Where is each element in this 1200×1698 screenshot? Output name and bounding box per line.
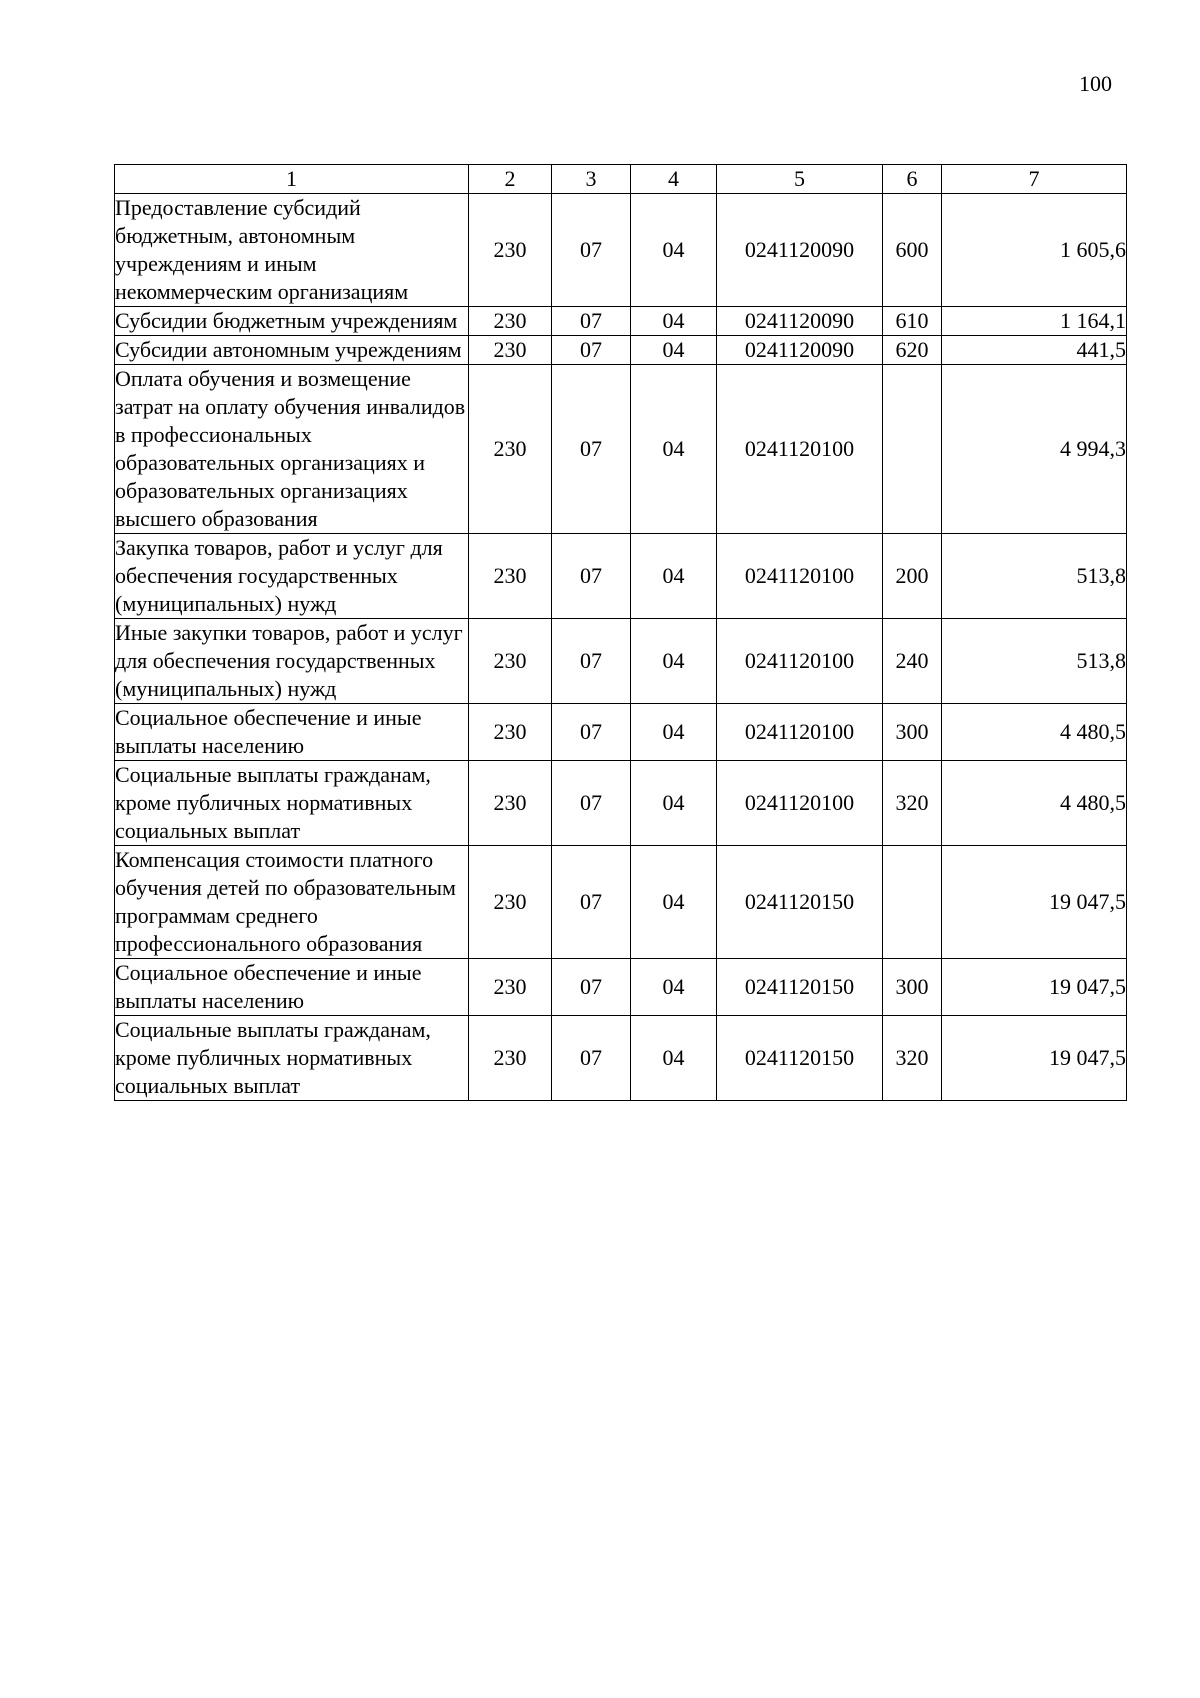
subsection-code-cell: 04 xyxy=(631,194,717,307)
target-article-cell: 0241120100 xyxy=(717,704,883,761)
expense-type-cell: 320 xyxy=(883,761,942,846)
amount-cell: 513,8 xyxy=(942,619,1127,704)
grbs-code-cell: 230 xyxy=(469,194,552,307)
header-row xyxy=(115,165,1127,194)
subsection-code-cell: 04 xyxy=(631,619,717,704)
budget-table xyxy=(114,164,1127,1101)
target-article-cell: 0241120090 xyxy=(717,336,883,365)
target-article-cell: 0241120150 xyxy=(717,959,883,1016)
table-row xyxy=(115,846,1127,959)
subsection-code-cell: 04 xyxy=(631,761,717,846)
subsection-code-cell: 04 xyxy=(631,959,717,1016)
amount-cell: 19 047,5 xyxy=(942,1016,1127,1101)
grbs-code-cell: 230 xyxy=(469,307,552,336)
section-code-cell: 07 xyxy=(552,704,631,761)
target-article-cell: 0241120090 xyxy=(717,307,883,336)
amount-cell: 19 047,5 xyxy=(942,959,1127,1016)
table-row xyxy=(115,307,1127,336)
row-name-cell: Оплата обучения и возмещение затрат на оплату обучения инвалидов в профессиональных образовательных организациях и образовательных организациях высшего образования xyxy=(115,365,469,534)
subsection-code-cell: 04 xyxy=(631,1016,717,1101)
section-code-cell: 07 xyxy=(552,307,631,336)
grbs-code-cell: 230 xyxy=(469,534,552,619)
table-row xyxy=(115,959,1127,1016)
section-code-cell: 07 xyxy=(552,1016,631,1101)
amount-cell: 4 480,5 xyxy=(942,761,1127,846)
row-name-cell: Субсидии автономным учреждениям xyxy=(115,336,469,365)
row-name-cell: Иные закупки товаров, работ и услуг для обеспечения государственных (муниципальных) нужд xyxy=(115,619,469,704)
target-article-cell: 0241120100 xyxy=(717,365,883,534)
table-row xyxy=(115,761,1127,846)
row-name-cell: Субсидии бюджетным учреждениям xyxy=(115,307,469,336)
expense-type-cell: 240 xyxy=(883,619,942,704)
row-name-cell: Закупка товаров, работ и услуг для обеспечения государственных (муниципальных) нужд xyxy=(115,534,469,619)
expense-type-cell xyxy=(883,365,942,534)
amount-cell: 513,8 xyxy=(942,534,1127,619)
grbs-code-cell: 230 xyxy=(469,761,552,846)
target-article-cell: 0241120150 xyxy=(717,846,883,959)
expense-type-cell: 320 xyxy=(883,1016,942,1101)
subsection-code-cell: 04 xyxy=(631,846,717,959)
subsection-code-cell: 04 xyxy=(631,534,717,619)
expense-type-cell: 610 xyxy=(883,307,942,336)
expense-type-cell: 620 xyxy=(883,336,942,365)
table-row xyxy=(115,1016,1127,1101)
grbs-code-cell: 230 xyxy=(469,704,552,761)
amount-cell: 4 994,3 xyxy=(942,365,1127,534)
column-header: 6 xyxy=(883,165,942,194)
section-code-cell: 07 xyxy=(552,959,631,1016)
amount-cell: 4 480,5 xyxy=(942,704,1127,761)
subsection-code-cell: 04 xyxy=(631,704,717,761)
table-row xyxy=(115,194,1127,307)
amount-cell: 441,5 xyxy=(942,336,1127,365)
row-name-cell: Социальное обеспечение и иные выплаты населению xyxy=(115,959,469,1016)
expense-type-cell: 300 xyxy=(883,704,942,761)
column-header: 4 xyxy=(631,165,717,194)
table-row xyxy=(115,619,1127,704)
section-code-cell: 07 xyxy=(552,619,631,704)
column-header: 2 xyxy=(469,165,552,194)
target-article-cell: 0241120150 xyxy=(717,1016,883,1101)
section-code-cell: 07 xyxy=(552,336,631,365)
subsection-code-cell: 04 xyxy=(631,307,717,336)
target-article-cell: 0241120100 xyxy=(717,619,883,704)
grbs-code-cell: 230 xyxy=(469,846,552,959)
table-row xyxy=(115,704,1127,761)
expense-type-cell: 600 xyxy=(883,194,942,307)
section-code-cell: 07 xyxy=(552,365,631,534)
page-number: 100 xyxy=(1079,71,1112,96)
table-row xyxy=(115,336,1127,365)
row-name-cell: Социальные выплаты гражданам, кроме публичных нормативных социальных выплат xyxy=(115,1016,469,1101)
row-name-cell: Социальные выплаты гражданам, кроме публичных нормативных социальных выплат xyxy=(115,761,469,846)
amount-cell: 1 164,1 xyxy=(942,307,1127,336)
grbs-code-cell: 230 xyxy=(469,336,552,365)
column-header: 5 xyxy=(717,165,883,194)
column-header: 3 xyxy=(552,165,631,194)
row-name-cell: Предоставление субсидий бюджетным, автономным учреждениям и иным некоммерческим организациям xyxy=(115,194,469,307)
grbs-code-cell: 230 xyxy=(469,619,552,704)
section-code-cell: 07 xyxy=(552,846,631,959)
grbs-code-cell: 230 xyxy=(469,959,552,1016)
subsection-code-cell: 04 xyxy=(631,365,717,534)
section-code-cell: 07 xyxy=(552,534,631,619)
target-article-cell: 0241120100 xyxy=(717,534,883,619)
expense-type-cell: 200 xyxy=(883,534,942,619)
subsection-code-cell: 04 xyxy=(631,336,717,365)
column-header: 7 xyxy=(942,165,1127,194)
expense-type-cell: 300 xyxy=(883,959,942,1016)
table-row xyxy=(115,534,1127,619)
grbs-code-cell: 230 xyxy=(469,365,552,534)
section-code-cell: 07 xyxy=(552,194,631,307)
target-article-cell: 0241120100 xyxy=(717,761,883,846)
amount-cell: 19 047,5 xyxy=(942,846,1127,959)
amount-cell: 1 605,6 xyxy=(942,194,1127,307)
column-header: 1 xyxy=(115,165,469,194)
row-name-cell: Социальное обеспечение и иные выплаты населению xyxy=(115,704,469,761)
target-article-cell: 0241120090 xyxy=(717,194,883,307)
section-code-cell: 07 xyxy=(552,761,631,846)
expense-type-cell xyxy=(883,846,942,959)
table-row xyxy=(115,365,1127,534)
row-name-cell: Компенсация стоимости платного обучения детей по образовательным программам среднего профессионального образования xyxy=(115,846,469,959)
grbs-code-cell: 230 xyxy=(469,1016,552,1101)
